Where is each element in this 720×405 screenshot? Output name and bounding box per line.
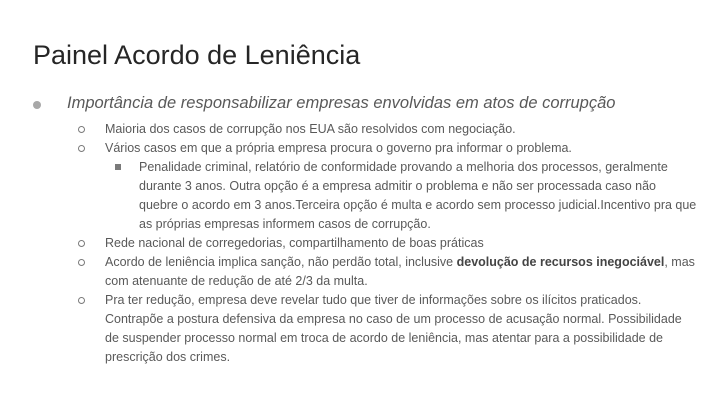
text-span: Acordo de leniência implica sanção, não perdão total, inclusive	[105, 255, 457, 269]
hollow-circle-bullet-icon	[78, 259, 85, 266]
sub-bullet-list	[78, 120, 698, 367]
hollow-circle-bullet-icon	[78, 240, 85, 247]
list-item-text: Rede nacional de corregedorias, compartilhamento de boas práticas	[105, 236, 484, 250]
list-item	[78, 120, 698, 139]
main-bullet	[33, 94, 693, 113]
square-bullet-icon	[115, 164, 121, 170]
nested-list-item	[115, 158, 698, 234]
filled-circle-bullet-icon	[33, 101, 41, 109]
main-bullet-text: Importância de responsabilizar empresas envolvidas em atos de corrupção	[67, 94, 616, 112]
list-item	[78, 291, 698, 367]
list-item	[78, 139, 698, 158]
hollow-circle-bullet-icon	[78, 145, 85, 152]
list-item-text: Vários casos em que a própria empresa procura o governo pra informar o problema.	[105, 141, 572, 155]
list-item-text: Maioria dos casos de corrupção nos EUA são resolvidos com negociação.	[105, 122, 516, 136]
hollow-circle-bullet-icon	[78, 297, 85, 304]
list-item-text	[105, 253, 698, 291]
list-item-text: Pra ter redução, empresa deve revelar tudo que tiver de informações sobre os ilícitos praticados. Contrapõe a postura defensiva da empresa no caso de um processo de acusação normal. Possibilidade de suspender processo normal em troca de acordo de leniência, mas atentar para a possibilidade de prescrição dos crimes.	[105, 293, 682, 364]
text-span: , mas com atenuante de redução de até 2/3 da multa.	[105, 255, 695, 288]
list-item	[78, 234, 698, 253]
hollow-circle-bullet-icon	[78, 126, 85, 133]
bold-text: devolução de recursos inegociável	[456, 255, 665, 269]
slide-title: Painel Acordo de Leniência	[33, 40, 361, 70]
nested-list-item-text: Penalidade criminal, relatório de conformidade provando a melhoria dos processos, geralmente durante 3 anos. Outra opção é a empresa admitir o problema e não ser processada caso não quebre o acordo em 3 anos.Terceira opção é multa e acordo sem processo judicial.Incentivo pra que as próprias empresas informem casos de corrupção.	[139, 160, 697, 231]
list-item	[78, 253, 698, 291]
